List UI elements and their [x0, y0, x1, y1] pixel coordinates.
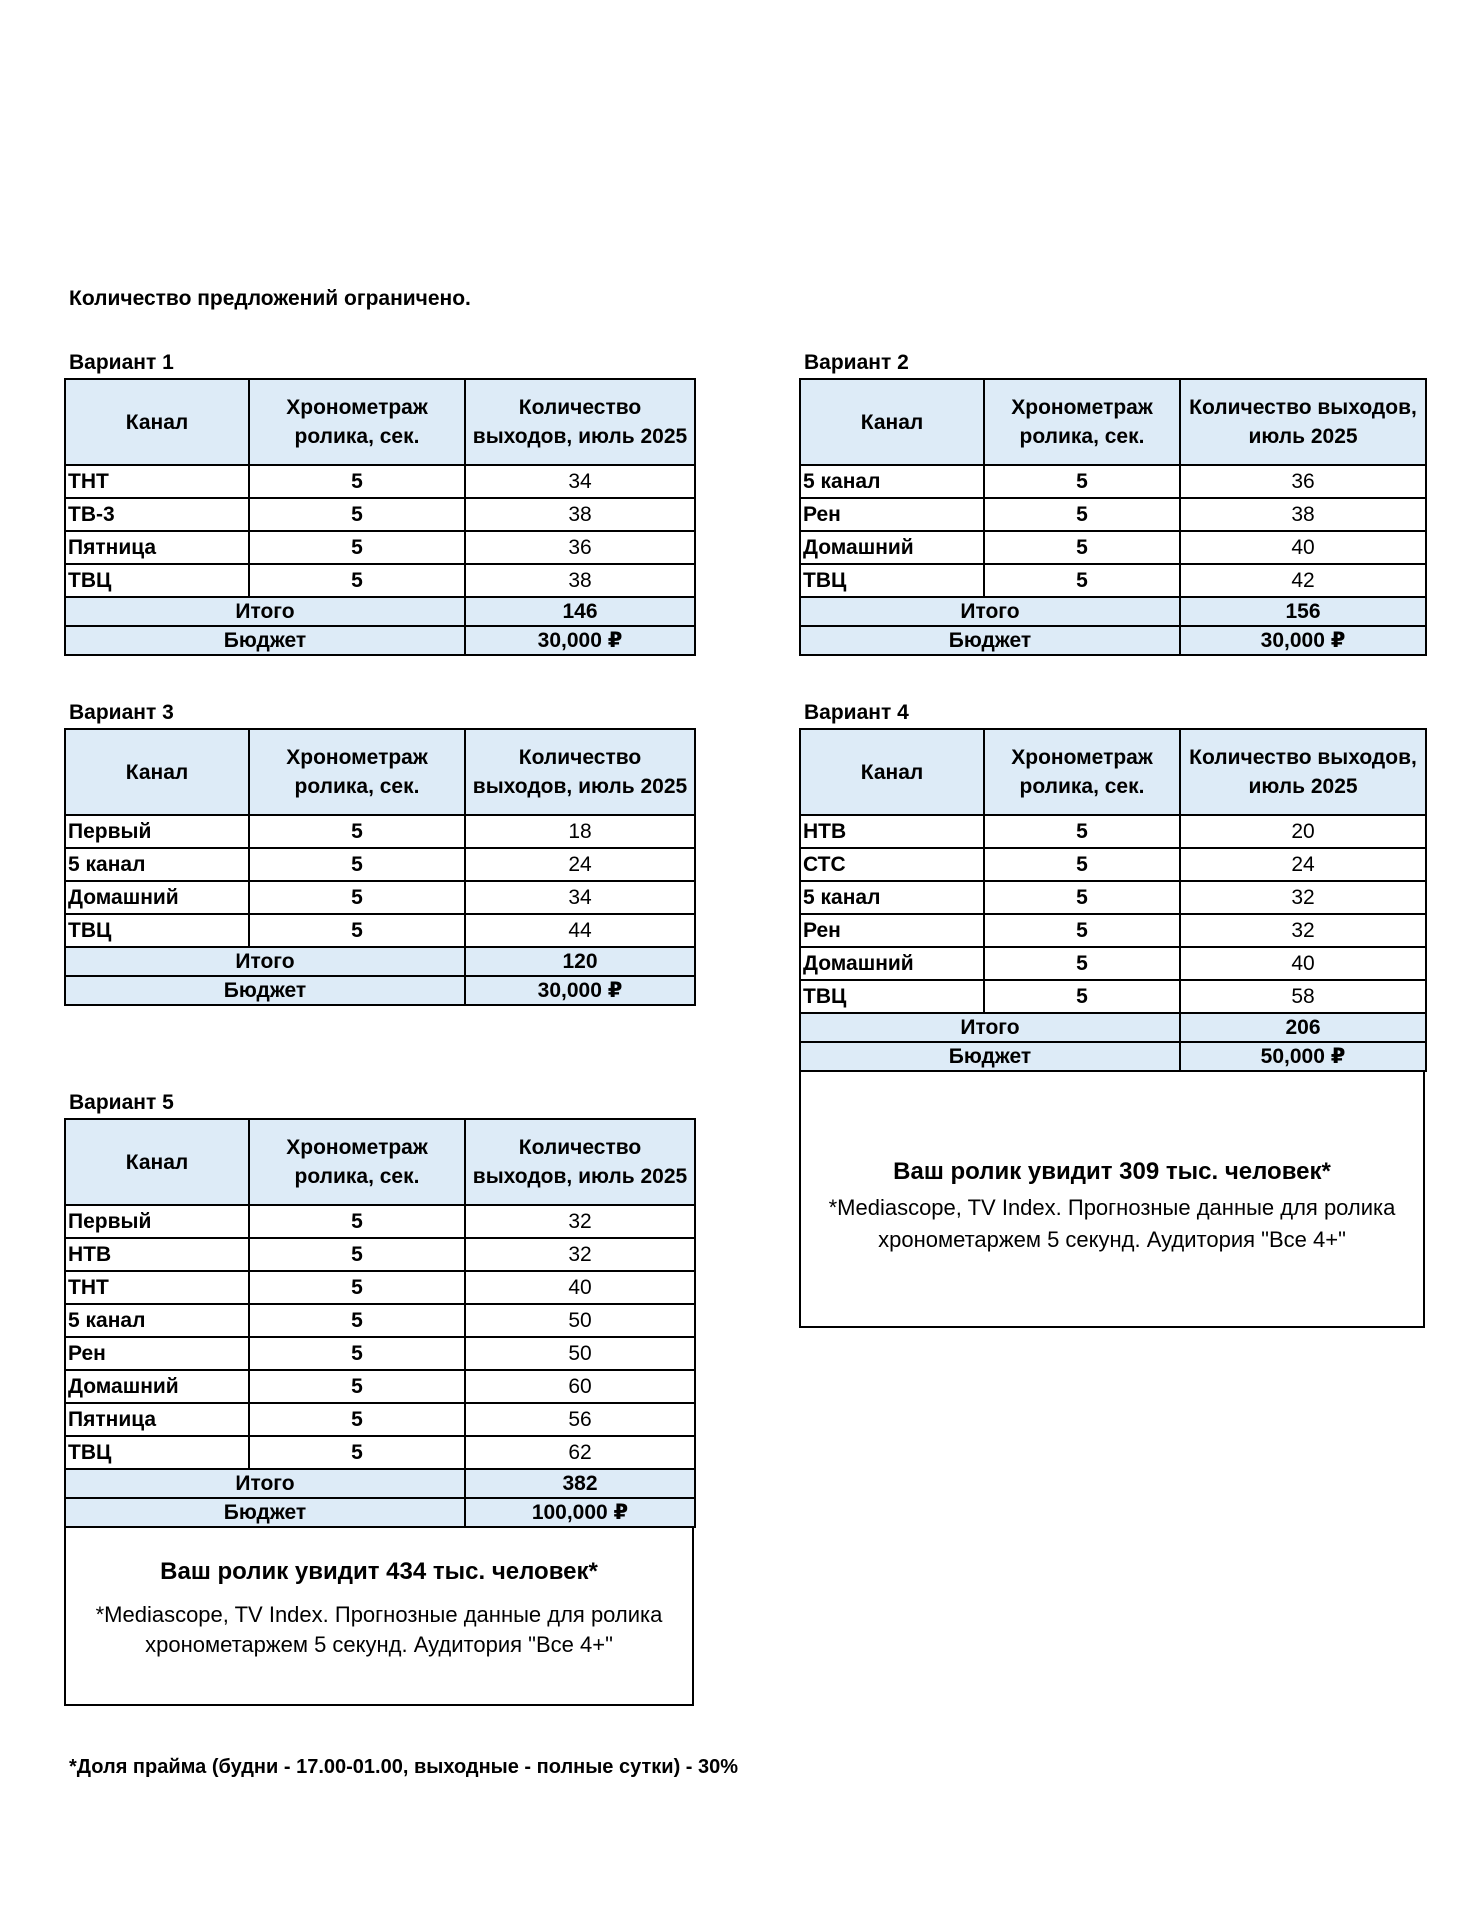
table-row — [65, 1337, 695, 1370]
budget-row — [65, 626, 695, 655]
col-count: Количество выходов, июль 2025 — [465, 379, 695, 465]
channel-cell: Пятница — [65, 1403, 249, 1436]
table-row — [800, 531, 1426, 564]
col-channel: Канал — [800, 379, 984, 465]
variant-table — [64, 1118, 696, 1528]
channel-cell: Пятница — [65, 531, 249, 564]
budget-value: 30,000 ₽ — [465, 976, 695, 1005]
count-cell: 40 — [465, 1271, 695, 1304]
table-row — [65, 848, 695, 881]
channel-cell: ТВЦ — [800, 980, 984, 1013]
channel-cell: НТВ — [65, 1238, 249, 1271]
total-value: 206 — [1180, 1013, 1426, 1042]
table-header — [800, 379, 1426, 465]
count-cell: 32 — [465, 1238, 695, 1271]
variant-title: Вариант 1 — [69, 351, 174, 374]
total-value: 146 — [465, 597, 695, 626]
table-row — [800, 815, 1426, 848]
count-cell: 60 — [465, 1370, 695, 1403]
count-cell: 40 — [1180, 947, 1426, 980]
budget-label: Бюджет — [65, 626, 465, 655]
table-row — [65, 465, 695, 498]
duration-cell: 5 — [249, 465, 465, 498]
reach-box — [64, 1528, 694, 1706]
channel-cell: ТВЦ — [65, 914, 249, 947]
budget-row — [800, 626, 1426, 655]
count-cell: 36 — [1180, 465, 1426, 498]
count-cell: 62 — [465, 1436, 695, 1469]
budget-row — [65, 1498, 695, 1527]
table-row — [800, 914, 1426, 947]
channel-cell: Домашний — [800, 531, 984, 564]
duration-cell: 5 — [984, 881, 1180, 914]
total-row — [65, 1469, 695, 1498]
table-row — [800, 980, 1426, 1013]
table-row — [65, 1304, 695, 1337]
count-cell: 56 — [465, 1403, 695, 1436]
duration-cell: 5 — [249, 1238, 465, 1271]
budget-label: Бюджет — [800, 1042, 1180, 1071]
duration-cell: 5 — [249, 1304, 465, 1337]
table-row — [65, 881, 695, 914]
duration-cell: 5 — [984, 815, 1180, 848]
table-row — [800, 947, 1426, 980]
budget-row — [65, 976, 695, 1005]
total-label: Итого — [65, 597, 465, 626]
count-cell: 42 — [1180, 564, 1426, 597]
table-row — [800, 465, 1426, 498]
table-row — [65, 564, 695, 597]
variant-title: Вариант 4 — [804, 701, 909, 724]
variant-4 — [799, 698, 1425, 1328]
table-row — [800, 881, 1426, 914]
duration-cell: 5 — [249, 848, 465, 881]
variant-3 — [64, 698, 694, 1006]
duration-cell: 5 — [249, 1337, 465, 1370]
variant-5 — [64, 1088, 694, 1706]
duration-cell: 5 — [249, 1370, 465, 1403]
duration-cell: 5 — [984, 980, 1180, 1013]
variant-title: Вариант 3 — [69, 701, 174, 724]
table-row — [800, 498, 1426, 531]
variant-table — [64, 378, 696, 656]
budget-value: 30,000 ₽ — [1180, 626, 1426, 655]
channel-cell: СТС — [800, 848, 984, 881]
duration-cell: 5 — [249, 531, 465, 564]
budget-label: Бюджет — [800, 626, 1180, 655]
budget-label: Бюджет — [65, 1498, 465, 1527]
table-row — [800, 848, 1426, 881]
col-channel: Канал — [65, 379, 249, 465]
channel-cell: ТВЦ — [800, 564, 984, 597]
duration-cell: 5 — [249, 564, 465, 597]
duration-cell: 5 — [249, 815, 465, 848]
channel-cell: Домашний — [65, 881, 249, 914]
channel-cell: ТВЦ — [65, 1436, 249, 1469]
count-cell: 40 — [1180, 531, 1426, 564]
col-channel: Канал — [65, 729, 249, 815]
col-duration: Хронометраж ролика, сек. — [984, 379, 1180, 465]
total-label: Итого — [800, 1013, 1180, 1042]
table-row — [65, 914, 695, 947]
channel-cell: 5 канал — [65, 848, 249, 881]
count-cell: 38 — [465, 498, 695, 531]
table-row — [800, 564, 1426, 597]
channel-cell: 5 канал — [65, 1304, 249, 1337]
count-cell: 24 — [1180, 848, 1426, 881]
channel-cell: ТНТ — [65, 465, 249, 498]
count-cell: 44 — [465, 914, 695, 947]
table-header — [65, 1119, 695, 1205]
count-cell: 50 — [465, 1304, 695, 1337]
variant-2 — [799, 348, 1425, 656]
total-label: Итого — [65, 947, 465, 976]
duration-cell: 5 — [984, 465, 1180, 498]
count-cell: 32 — [1180, 881, 1426, 914]
table-header — [65, 729, 695, 815]
duration-cell: 5 — [984, 564, 1180, 597]
channel-cell: ТВ-3 — [65, 498, 249, 531]
channel-cell: Первый — [65, 815, 249, 848]
col-count: Количество выходов, июль 2025 — [1180, 729, 1426, 815]
total-row — [800, 597, 1426, 626]
reach-source-note: *Mediascope, TV Index. Прогнозные данные для ролика хронометаржем 5 секунд. Аудитория "Все 4+" — [95, 1602, 663, 1657]
col-duration: Хронометраж ролика, сек. — [249, 1119, 465, 1205]
col-duration: Хронометраж ролика, сек. — [984, 729, 1180, 815]
total-value: 382 — [465, 1469, 695, 1498]
variant-1 — [64, 348, 694, 656]
offer-limit-note: Количество предложений ограничено. — [69, 287, 471, 310]
duration-cell: 5 — [984, 498, 1180, 531]
table-row — [65, 815, 695, 848]
col-count: Количество выходов, июль 2025 — [465, 1119, 695, 1205]
count-cell: 36 — [465, 531, 695, 564]
col-channel: Канал — [800, 729, 984, 815]
channel-cell: 5 канал — [800, 881, 984, 914]
channel-cell: Домашний — [800, 947, 984, 980]
table-row — [65, 1271, 695, 1304]
duration-cell: 5 — [249, 1436, 465, 1469]
total-row — [800, 1013, 1426, 1042]
prime-share-footnote: *Доля прайма (будни - 17.00-01.00, выходные - полные сутки) - 30% — [69, 1756, 739, 1778]
count-cell: 18 — [465, 815, 695, 848]
budget-row — [800, 1042, 1426, 1071]
table-row — [65, 531, 695, 564]
total-label: Итого — [65, 1469, 465, 1498]
total-value: 156 — [1180, 597, 1426, 626]
channel-cell: Рен — [800, 914, 984, 947]
count-cell: 20 — [1180, 815, 1426, 848]
channel-cell: Рен — [65, 1337, 249, 1370]
count-cell: 38 — [1180, 498, 1426, 531]
variant-table — [64, 728, 696, 1006]
count-cell: 58 — [1180, 980, 1426, 1013]
col-channel: Канал — [65, 1119, 249, 1205]
budget-label: Бюджет — [65, 976, 465, 1005]
reach-headline: Ваш ролик увидит 434 тыс. человек* — [160, 1558, 598, 1585]
duration-cell: 5 — [249, 881, 465, 914]
count-cell: 34 — [465, 881, 695, 914]
reach-headline: Ваш ролик увидит 309 тыс. человек* — [893, 1158, 1331, 1185]
budget-value: 30,000 ₽ — [465, 626, 695, 655]
duration-cell: 5 — [984, 848, 1180, 881]
total-row — [65, 947, 695, 976]
reach-box — [799, 1072, 1425, 1328]
col-duration: Хронометраж ролика, сек. — [249, 729, 465, 815]
table-row — [65, 1238, 695, 1271]
duration-cell: 5 — [249, 914, 465, 947]
channel-cell: 5 канал — [800, 465, 984, 498]
count-cell: 24 — [465, 848, 695, 881]
channel-cell: Домашний — [65, 1370, 249, 1403]
duration-cell: 5 — [984, 531, 1180, 564]
channel-cell: ТВЦ — [65, 564, 249, 597]
variant-title: Вариант 5 — [69, 1091, 174, 1114]
variant-table — [799, 728, 1427, 1072]
budget-value: 50,000 ₽ — [1180, 1042, 1426, 1071]
total-label: Итого — [800, 597, 1180, 626]
duration-cell: 5 — [249, 1403, 465, 1436]
count-cell: 32 — [1180, 914, 1426, 947]
channel-cell: ТНТ — [65, 1271, 249, 1304]
total-row — [65, 597, 695, 626]
col-count: Количество выходов, июль 2025 — [1180, 379, 1426, 465]
col-duration: Хронометраж ролика, сек. — [249, 379, 465, 465]
count-cell: 50 — [465, 1337, 695, 1370]
duration-cell: 5 — [249, 1271, 465, 1304]
channel-cell: Рен — [800, 498, 984, 531]
table-row — [65, 498, 695, 531]
col-count: Количество выходов, июль 2025 — [465, 729, 695, 815]
budget-value: 100,000 ₽ — [465, 1498, 695, 1527]
count-cell: 34 — [465, 465, 695, 498]
table-row — [65, 1205, 695, 1238]
count-cell: 32 — [465, 1205, 695, 1238]
duration-cell: 5 — [249, 1205, 465, 1238]
channel-cell: НТВ — [800, 815, 984, 848]
duration-cell: 5 — [249, 498, 465, 531]
table-header — [800, 729, 1426, 815]
variant-table — [799, 378, 1427, 656]
total-value: 120 — [465, 947, 695, 976]
table-row — [65, 1403, 695, 1436]
table-header — [65, 379, 695, 465]
variant-title: Вариант 2 — [804, 351, 909, 374]
channel-cell: Первый — [65, 1205, 249, 1238]
duration-cell: 5 — [984, 914, 1180, 947]
table-row — [65, 1436, 695, 1469]
count-cell: 38 — [465, 564, 695, 597]
duration-cell: 5 — [984, 947, 1180, 980]
table-row — [65, 1370, 695, 1403]
reach-source-note: *Mediascope, TV Index. Прогнозные данные для ролика хронометаржем 5 секунд. Аудитория "Все 4+" — [828, 1195, 1396, 1252]
